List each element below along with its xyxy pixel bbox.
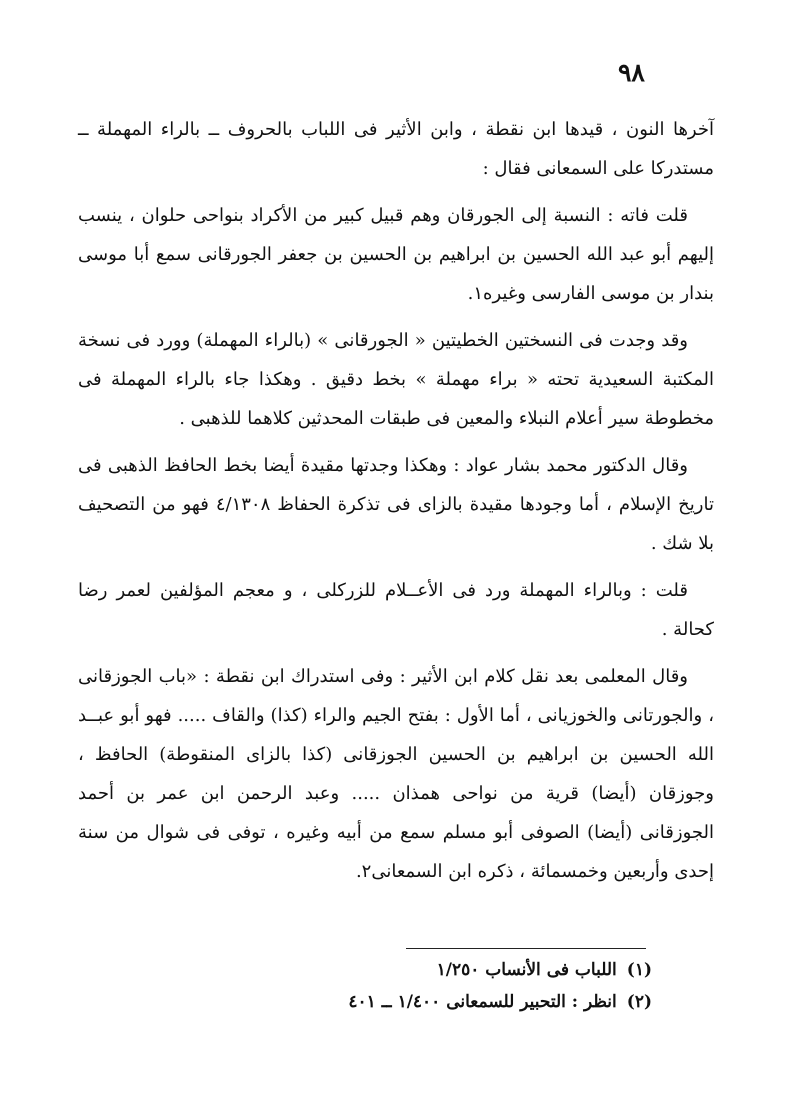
paragraph: قلت فاته : النسبة إلى الجورقان وهم قبيل كبير من الأكراد بنواحى حلوان ، ينسب إليهم أبو عبد الله الحسين بن ابراهيم بن الحسين بن جعفر الجورقانى سمع أبا موسى بندار بن موسى الفارسى وغيره١. [78, 205, 714, 304]
footnote-item [300, 954, 652, 986]
paragraph: وقال الدكتور محمد بشار عواد : وهكذا وجدتها مقيدة أيضا بخط الحافظ الذهبى فى تاريخ الإسلام ، أما وجودها مقيدة بالزاى فى تذكرة الحفاظ ٤/١٣٠٨ فهو من التصحيف بلا شك . [78, 455, 714, 554]
paragraph: وقال المعلمى بعد نقل كلام ابن الأثير : وفى استدراك ابن نقطة : «باب الجوزقانى ، والجورتانى والخوزيانى ، أما الأول : بفتح الجيم والراء (كذا) والقاف ..... فهو أبو عبــد الله الحسين بن ابراهيم بن الحسين الجوزقانى (كذا بالزاى المنقوطة) الحافظ ، وجوزقان (أيضا) قرية من نواحى همذان ..... وعبد الرحمن ابن عمر بن أحمد الجوزقانى (أيضا) الصوفى أبو مسلم سمع من أبيه وغيره ، توفى فى شوال من سنة إحدى وأربعين وخمسمائة ، ذكره ابن السمعانى٢. [78, 666, 714, 882]
footnote-text: اللباب فى الأنساب ١/٢٥٠ [436, 960, 617, 980]
footnotes [300, 954, 652, 1018]
paragraph: قلت : وبالراء المهملة ورد فى الأعــلام للزركلى ، و معجم المؤلفين لعمر رضا كحالة . [78, 580, 714, 640]
paragraph: آخرها النون ، قيدها ابن نقطة ، وابن الأثير فى اللباب بالحروف ــ بالراء المهملة ــ مستدركا على السمعانى فقال : [78, 119, 714, 179]
footnote-number: (٢) [626, 992, 652, 1012]
footnote-divider [406, 948, 646, 949]
page-number: ٩٨ [618, 58, 645, 87]
footnote-number: (١) [626, 960, 652, 980]
footnote-text: انظر : التحبير للسمعانى ١/٤٠٠ ــ ٤٠١ [348, 992, 617, 1012]
paragraph: وقد وجدت فى النسختين الخطيتين « الجورقانى » (بالراء المهملة) وورد فى نسخة المكتبة السعيدية تحته « براء مهملة » بخط دقيق . وهكذا جاء بالراء المهملة فى مخطوطة سير أعلام النبلاء والمعين فى طبقات المحدثين كلاهما للذهبى . [78, 330, 714, 429]
body-text [78, 110, 714, 899]
footnote-item [300, 986, 652, 1018]
